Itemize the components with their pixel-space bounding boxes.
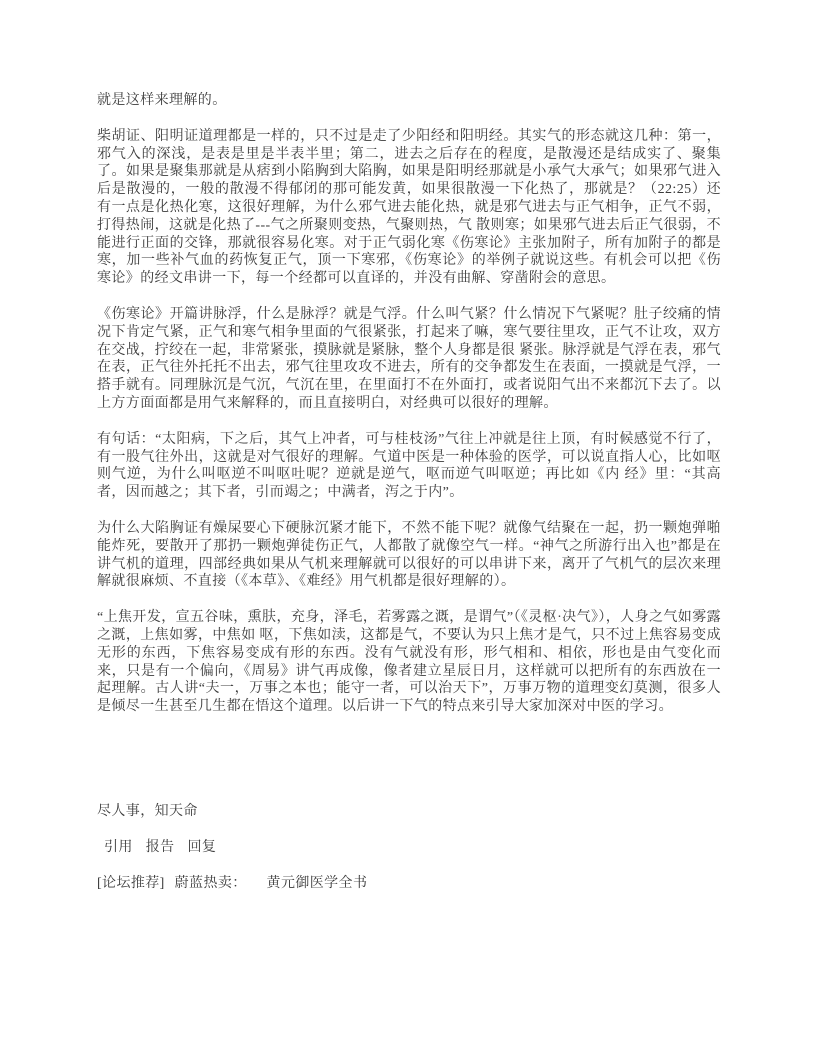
forum-promo-vendor-label: 蔚蓝热卖：	[174, 875, 247, 891]
post-paragraph-4: 有句话：“太阳病，下之后，其气上冲者，可与桂枝汤”气往上冲就是往上顶，有时候感觉不行了，有一股气往外出，这就是对气很好的理解。气道中医是一种体验的医学，可以说直指人心，比如呕则气逆，为什么叫呕逆不叫呕吐呢？逆就是逆气，呕而逆气叫呕逆；再比如《内 经》里：“其高者，因而越之；其下者，引而竭之；中满者，泻之于内”。	[97, 431, 721, 501]
post-paragraph-1: 就是这样来理解的。	[97, 93, 227, 108]
forum-promo-line	[97, 875, 721, 893]
report-link[interactable]: 报告	[145, 839, 175, 855]
post-paragraph-2: 柴胡证、阳明证道理都是一样的，只不过是走了少阳经和阳明经。其实气的形态就这几种：第一，邪气入的深浅，是表是里是半表半里；第二，进去之后存在的程度，是散漫还是结成实了、聚集了。如果是聚集那就是从痞到小陷胸到大陷胸，如果是阳明经那就是小承气大承气；如果邪气进入后是散漫的，一般的散漫不得郁闭的那可能发黄，如果很散漫一下化热了，那就是？（22:25）还有一点是化热化寒，这很好理解，为什么邪气进去能化热，就是邪气进去与正气相争，正气不弱，打得热闹，这就是化热了---气之所聚则变热，气聚则热，气 散则寒；如果邪气进去后正气很弱，不能进行正面的交锋，那就很容易化寒。对于正气弱化寒《伤寒论》主张加附子，所有加附子的都是寒，加一些补气血的药恢复正气，顶一下寒邪，《伤寒论》的举例子就说这些。有机会可以把《伤寒论》的经文串讲一下，每一个经都可以直译的，并没有曲解、穿凿附会的意思。	[97, 128, 721, 287]
forum-promo-book-link[interactable]: 黄元御医学全书	[266, 875, 368, 891]
post-paragraph-3: 《伤寒论》开篇讲脉浮，什么是脉浮？就是气浮。什么叫气紧？什么情况下气紧呢？肚子绞痛的情况下肯定气紧，正气和寒气相争里面的气很紧张，打起来了嘛，寒气要往里攻，正气不让攻，双方在交战，拧绞在一起，非常紧张，摸脉就是紧脉，整个人身都是很 紧张。脉浮就是气浮在表，邪气在表，正气往外托托不出去，邪气往里攻攻不进去，所有的交争都发生在表面，一摸就是气浮，一搭手就有。同理脉沉是气沉，气沉在里，在里面打不在外面打，或者说阳气出不来都沉下去了。以上方方面面都是用气来解释的，而且直接明白，对经典可以很好的理解。	[97, 306, 721, 411]
post-paragraph-6: “上焦开发，宣五谷味，熏肤，充身，泽毛，若雾露之溉，是谓气”（《灵枢·决气》），人身之气如雾露之溉，上焦如雾，中焦如 呕，下焦如渎，这都是气，不要认为只上焦才是气，只不过上焦容易变成无形的东西，下焦容易变成有形的东西。没有气就没有形，形气相和、相依，形也是由气变化而来，只是有一个偏向，《周易》讲气再成像，像者建立星辰日月，这样就可以把所有的东西放在一起理解。古人讲“夫一，万事之本也；能守一者，可以治天下”，万事万物的道理变幻莫测，很多人是倾尽一生甚至几生都在悟这个道理。以后讲一下气的特点来引导大家加深对中医的学习。	[97, 610, 721, 715]
reply-link[interactable]: 回复	[187, 839, 217, 855]
forum-promo-tag: [论坛推荐]	[97, 875, 165, 891]
post-action-bar	[97, 839, 721, 857]
post-paragraph-5: 为什么大陷胸证有燥屎要心下硬脉沉紧才能下，不然不能下呢？就像气结聚在一起，扔一颗炮弹啪能炸死，要散开了那扔一颗炮弹徒伤正气，人都散了就像空气一样。“神气之所游行出入也”都是在讲气机的道理，四部经典如果从气机来理解就可以很好的可以串讲下来，离开了气机气的层次来理解就很麻烦、不直接（《本草》、《难经》用气机都是很好理解的）。	[97, 520, 721, 590]
quote-link[interactable]: 引用	[104, 839, 133, 855]
user-signature: 尽人事，知天命	[97, 803, 198, 819]
